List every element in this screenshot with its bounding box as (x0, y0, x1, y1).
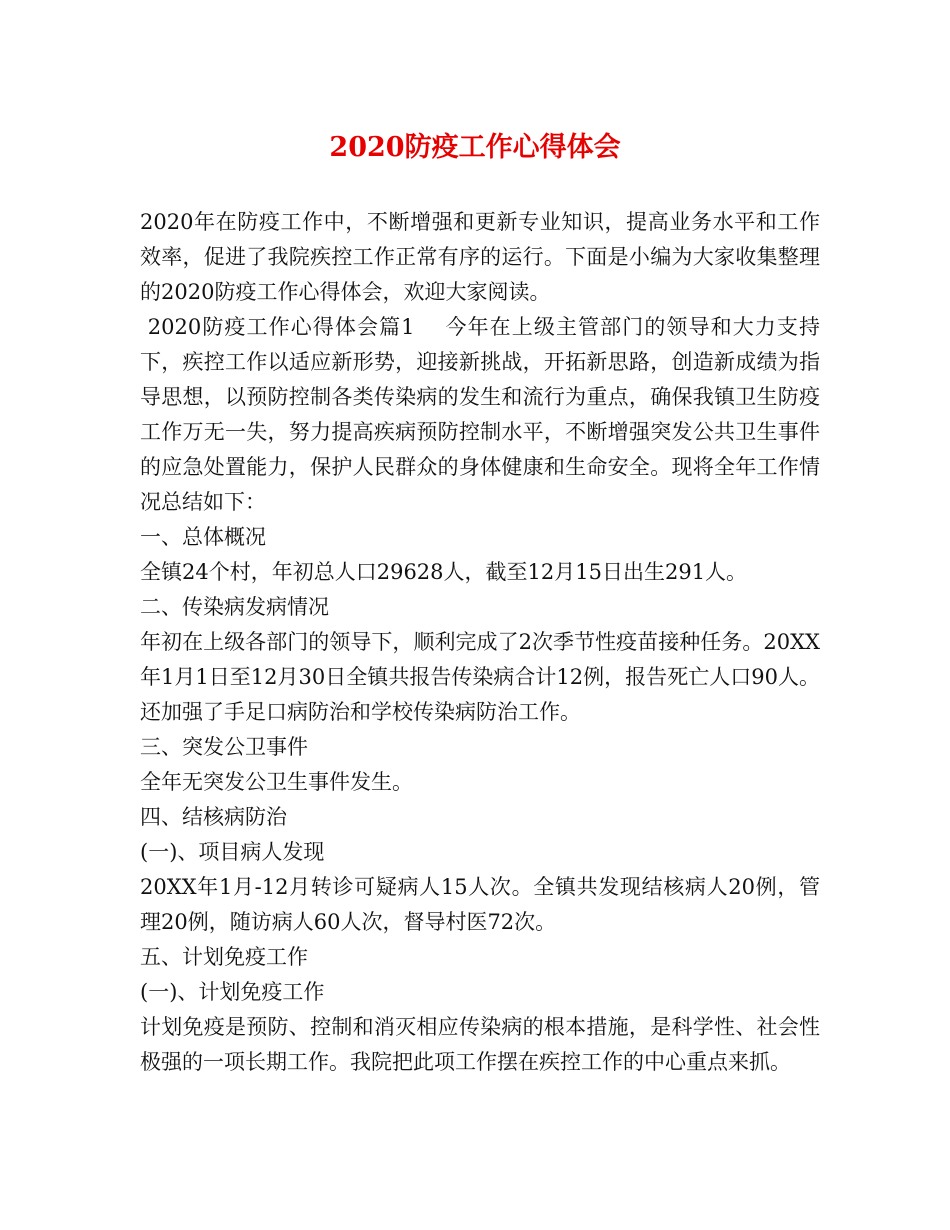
section-heading-overview: 一、总体概况 (140, 525, 266, 549)
subsection-heading-immunization: (一)、计划免疫工作 (140, 980, 325, 1004)
public-health-events-paragraph: 全年无突发公卫生事件发生。 (140, 770, 413, 794)
infectious-disease-paragraph: 年初在上级各部门的领导下，顺利完成了2次季节性疫苗接种任务。20XX年1月1日至12月30日全镇共报告传染病合计12例，报告死亡人口90人。还加强了手足口病防治和学校传染病防治工作。 (140, 630, 820, 724)
document-title: 2020防疫工作心得体会 (329, 132, 621, 163)
immunization-paragraph: 计划免疫是预防、控制和消灭相应传染病的根本措施，是科学性、社会性极强的一项长期工作。我院把此项工作摆在疾控工作的中心重点来抓。 (140, 1015, 820, 1074)
section-heading-infectious-disease: 二、传染病发病情况 (140, 595, 329, 619)
document-body (140, 205, 820, 1080)
subsection-heading-patient-discovery: (一)、项目病人发现 (140, 840, 325, 864)
section-heading-tuberculosis: 四、结核病防治 (140, 805, 287, 829)
tuberculosis-paragraph: 20XX年1月-12月转诊可疑病人15人次。全镇共发现结核病人20例，管理20例，随访病人60人次，督导村医72次。 (140, 875, 820, 934)
article-paragraph-1: 2020防疫工作心得体会篇1 今年在上级主管部门的领导和大力支持下，疾控工作以适应新形势，迎接新挑战，开拓新思路，创造新成绩为指导思想，以预防控制各类传染病的发生和流行为重点，确保我镇卫生防疫工作万无一失，努力提高疾病预防控制水平，不断增强突发公共卫生事件的应急处置能力，保护人民群众的身体健康和生命安全。现将全年工作情况总结如下： (140, 315, 820, 514)
overview-paragraph: 全镇24个村，年初总人口29628人，截至12月15日出生291人。 (140, 560, 748, 584)
section-heading-immunization: 五、计划免疫工作 (140, 945, 308, 969)
section-heading-public-health-events: 三、突发公卫事件 (140, 735, 308, 759)
intro-paragraph: 2020年在防疫工作中，不断增强和更新专业知识，提高业务水平和工作效率，促进了我院疾控工作正常有序的运行。下面是小编为大家收集整理的2020防疫工作心得体会，欢迎大家阅读。 (140, 210, 820, 304)
